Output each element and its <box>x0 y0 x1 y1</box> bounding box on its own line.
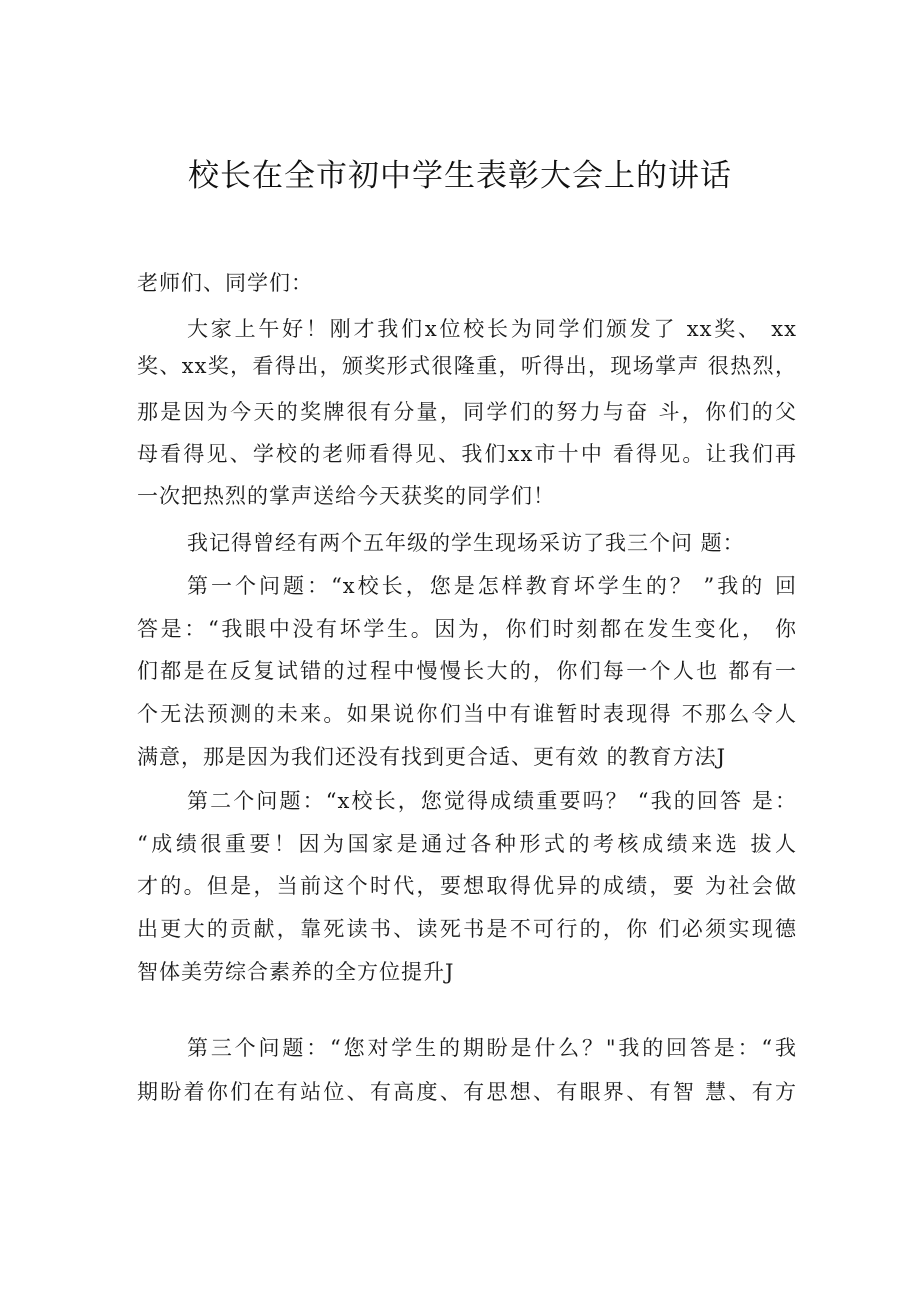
paragraph-4-line-3: 才的。但是，当前这个时代，要想取得优异的成绩，要 为社会做 <box>137 874 797 898</box>
paragraph-2-line-1: 我记得曾经有两个五年级的学生现场采访了我三个问 题： <box>187 531 745 555</box>
paragraph-3-line-5: 满意，那是因为我们还没有找到更合适、更有效 的教育方法J <box>137 745 727 769</box>
paragraph-4-line-4: 出更大的贡献，靠死读书、读死书是不可行的，你 们必须实现德 <box>137 917 797 941</box>
paragraph-4-line-2: “成绩很重要！因为国家是通过各种形式的考核成绩来选 拔人 <box>137 832 797 856</box>
paragraph-5-line-2: 期盼着你们在有站位、有高度、有思想、有眼界、有智 慧、有方 <box>137 1080 797 1104</box>
paragraph-4-line-1: 第二个问题：“x校长，您觉得成绩重要吗？ “我的回答 是： <box>187 789 797 813</box>
paragraph-3-line-1: 第一个问题：“x校长，您是怎样教育坏学生的？ ”我的 回 <box>187 574 797 598</box>
paragraph-1-line-3: 那是因为今天的奖牌很有分量，同学们的努力与奋 斗，你们的父 <box>137 400 797 424</box>
paragraph-1-line-5: 一次把热烈的掌声送给今天获奖的同学们！ <box>137 484 555 508</box>
paragraph-1-line-2: 奖、xx奖，看得出，颁奖形式很隆重，听得出，现场掌声 很热烈， <box>137 354 797 378</box>
paragraph-5-line-1: 第三个问题：“您对学生的期盼是什么？"我的回答是：“我 <box>187 1036 797 1060</box>
salutation-line: 老师们、同学们： <box>137 271 313 295</box>
paragraph-1-line-4: 母看得见、学校的老师看得见、我们xx市十中 看得见。让我们再 <box>137 442 797 466</box>
paragraph-4-line-5: 智体美劳综合素养的全方位提升J <box>137 960 455 984</box>
paragraph-3-line-4: 个无法预测的未来。如果说你们当中有谁暂时表现得 不那么令人 <box>137 702 797 726</box>
page-title: 校长在全市初中学生表彰大会上的讲话 <box>188 158 732 194</box>
paragraph-3-line-3: 们都是在反复试错的过程中慢慢长大的，你们每一个人也 都有一 <box>137 659 797 683</box>
paragraph-3-line-2: 答是：“我眼中没有坏学生。因为，你们时刻都在发生变化， 你 <box>137 617 797 641</box>
paragraph-1-line-1: 大家上午好！刚才我们x位校长为同学们颁发了 xx奖、 xx <box>187 317 797 341</box>
